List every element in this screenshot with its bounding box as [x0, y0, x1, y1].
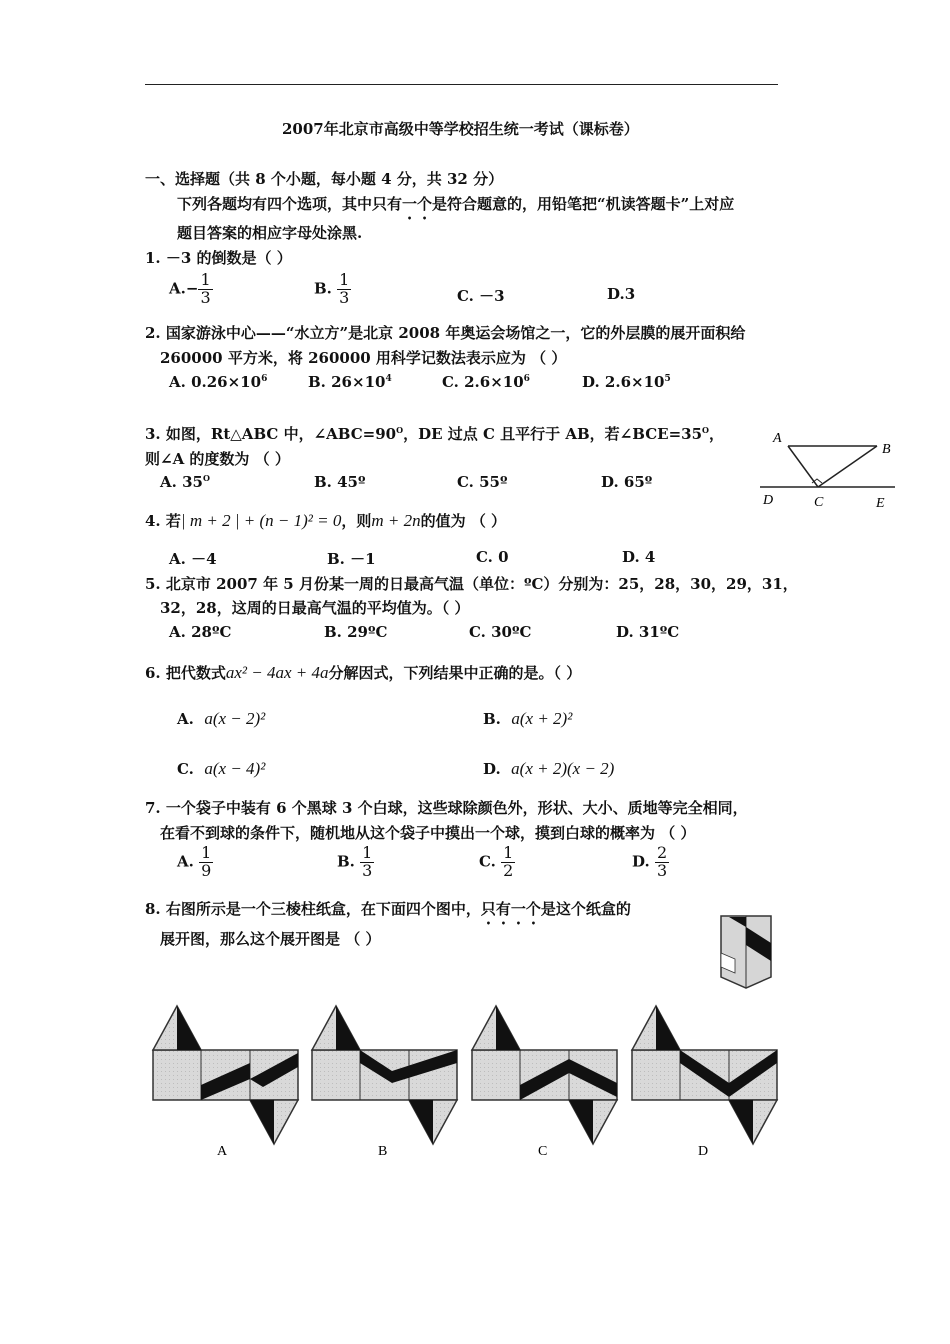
q4-stem: 4. 若| m + 2 | + (n − 1)² = 0，则m + 2n的值为 （ ） [145, 511, 507, 530]
q3-option-d: D. 65º [601, 473, 653, 491]
q7-option-d: D. $\frac{2}{3}$ [632, 843, 668, 880]
q1-option-a: A.− $\frac{1}{3}$ [169, 270, 211, 307]
q6-option-d: D. a(x + 2)(x − 2) [483, 759, 615, 778]
q3-option-c: C. 55º [457, 473, 508, 491]
q1-option-c: C. －3 [457, 287, 505, 305]
q7-line-1: 7. 一个袋子中装有 6 个黑球 3 个白球，这些球除颜色外，形状、大小、质地等完全相同， [145, 799, 748, 817]
q5-option-a: A. 28ºC [169, 623, 232, 641]
unfolding-nets-figure [145, 1003, 795, 1168]
q7-option-b: B. $\frac{1}{3}$ [337, 843, 373, 880]
q7-line-2: 在看不到球的条件下，随机地从这个袋子中摸出一个球，摸到白球的概率为 （ ） [160, 824, 696, 842]
q2-option-a: A. $0.26\times 10^6$ [169, 373, 268, 391]
q6-option-a: A. a(x − 2)² [177, 709, 266, 728]
label-a: A [773, 431, 782, 446]
q6-stem: 6. 把代数式ax² − 4ax + 4a分解因式，下列结果中正确的是。（ ） [145, 663, 582, 682]
net-a [153, 1006, 298, 1144]
label-b: B [882, 442, 891, 457]
q5-line-1: 5. 北京市 2007 年 5 月份某一周的日最高气温（单位：ºC）分别为：25，28，30，29，31， [145, 575, 798, 593]
prism-box-figure [715, 913, 777, 991]
section-heading: 一、选择题（共 8 个小题，每小题 4 分，共 32 分） [145, 170, 504, 188]
q6-option-b: B. a(x + 2)² [483, 709, 573, 728]
header-rule [145, 84, 778, 85]
label-e: E [876, 496, 885, 511]
segment-ac [788, 446, 818, 487]
q3-triangle-figure [755, 425, 905, 515]
q4-option-c: C. 0 [476, 548, 509, 566]
q1-option-b: B. $\frac{1}{3}$ [314, 270, 350, 307]
q3-line-2: 则∠A 的度数为 （ ） [145, 450, 290, 468]
net-label-c: C [538, 1144, 548, 1159]
q5-line-2: 32，28，这周的日最高气温的平均值为。（ ） [160, 599, 470, 617]
page-title: 2007年北京市高级中等学校招生统一考试（课标卷） [282, 120, 639, 138]
net-c [472, 1006, 617, 1144]
q6-option-c: C. a(x − 4)² [177, 759, 266, 778]
label-d: D [763, 493, 774, 508]
q2-option-b: B. $26\times 10^4$ [308, 373, 392, 391]
q5-option-c: C. 30ºC [469, 623, 532, 641]
q3-line-1: 3. 如图，Rt△ABC 中，$\angle ABC=90^O$，DE 过点 C 且平行于 AB，若$\angle BCE=35^O$， [145, 425, 725, 443]
q8-line-2: 展开图，那么这个展开图是 （ ） [160, 930, 381, 948]
instruction-line-1: 下列各题均有四个选项，其中只有一个是符合题意的，用铅笔把“机读答题卡”上对应 [177, 195, 735, 213]
q2-line-2: 260000 平方米，将 260000 用科学记数法表示应为 （ ） [160, 349, 567, 367]
net-d [632, 1006, 777, 1144]
q1-option-d: D.3 [607, 285, 636, 303]
q4-option-a: A. －4 [169, 550, 217, 568]
q3-option-a: A. $35^O$ [160, 473, 210, 491]
label-c: C [814, 495, 824, 510]
q2-line-1: 2. 国家游泳中心——“水立方”是北京 2008 年奥运会场馆之一，它的外层膜的展开面积给 [145, 324, 746, 342]
q2-option-c: C. $2.6\times 10^6$ [442, 373, 530, 391]
segment-bc [818, 446, 877, 487]
q7-option-a: A. $\frac{1}{9}$ [177, 843, 212, 880]
instruction-line-2: 题目答案的相应字母处涂黑. [177, 224, 363, 242]
net-label-d: D [698, 1144, 709, 1159]
q4-option-b: B. －1 [327, 550, 376, 568]
q1-stem: 1. －3 的倒数是（ ） [145, 249, 292, 267]
net-label-a: A [217, 1144, 228, 1159]
q4-option-d: D. 4 [622, 548, 656, 566]
q7-option-c: C. $\frac{1}{2}$ [479, 843, 514, 880]
q5-option-b: B. 29ºC [324, 623, 388, 641]
q5-option-d: D. 31ºC [616, 623, 680, 641]
net-label-b: B [378, 1144, 388, 1159]
q2-option-d: D. $2.6\times 10^5$ [582, 373, 671, 391]
q8-line-1: 8. 右图所示是一个三棱柱纸盒，在下面四个图中，只有一个是这个纸盒的 [145, 900, 631, 918]
net-b [312, 1006, 457, 1144]
q3-option-b: B. 45º [314, 473, 366, 491]
